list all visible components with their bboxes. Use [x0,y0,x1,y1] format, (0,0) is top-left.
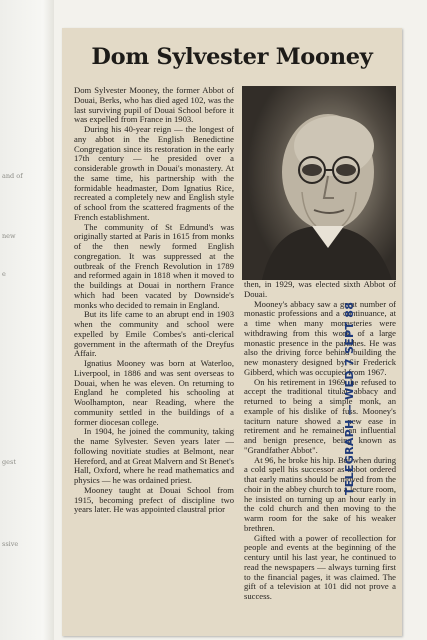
portrait-illustration [242,86,396,280]
left-page-text-fragment: new [2,232,16,240]
article-paragraph: Dom Sylvester Mooney, the former Abbot of Douai, Berks, who has died aged 102, was the last surviving pupil of Douai School before it was expelled from France in 1903. [74,86,234,125]
handwritten-date-note: TELEGRAPH — WED 7 SEPT 88 [343,301,356,495]
left-page-text-fragment: ssive [2,540,19,548]
left-page-text-fragment: e [2,270,6,278]
left-page-text-fragment: and of [2,172,23,180]
article-paragraph: The community of St Edmund's was originally started at Paris in 1615 from monks of the then newly formed English congregation. It was suppressed at the outbreak of the French Revolution in 1789 and reformed again in 1818 when it moved to the buildings at Douai in northern France which had been vacated by Downside's monks who decided to remain in England. [74,221,234,310]
article-left-column [74,86,234,636]
article-paragraph: In 1904, he joined the community, taking the name Sylvester. Seven years later — following novitiate studies at Belmont, near Hereford, and at Great Malvern and St Benet's Hall, Oxford, where he read mathematics and physics — he was ordained priest. [74,426,234,485]
obituary-headline: Dom Sylvester Mooney [91,44,373,70]
article-paragraph: During his 40-year reign — the longest of any abbot in the English Benedictine Congregation since its restoration in the early 17th century — he presided over a considerable growth in Douai's monastery. At the same time, his partnership with the formidable headmaster, Dom Ignatius Rice, recreated a completely new and English style of school from the scattered fragments of the French establishment. [74,124,234,222]
article-paragraph: Gifted with a power of recollection for people and events at the beginning of the century until his last year, he continued to read the newspapers — always turning first to the financial pages, it was claimed. The gift of a television at 101 did not prove a success. [244,532,396,601]
article-paragraph: But its life came to an abrupt end in 1903 when the community and school were expelled by Emile Combes's anti-clerical government in the aftermath of the Dreyfus Affair. [74,309,234,359]
left-page-text-fragment: gest [2,458,16,466]
article-paragraph: Mooney's abbacy saw a great number of monastic professions and a continuance, at a time when many monasteries were withdrawing from this work, of a large monastic presence in the parishes. He was also the driving force behind building the new monastery designed by Sir Frederick Gibberd, which was occupied from 1967. [244,298,396,377]
article-paragraph: Ignatius Mooney was born at Waterloo, Liverpool, in 1886 and was sent overseas to Douai, when he was eleven. On returning to England he completed his schooling at Woolhampton, near Reading, where the community settled in the buildings of a former diocesan college. [74,358,234,427]
article-paragraph: On his retirement in 1969, he refused to accept the traditional titular abbacy and returned to being a simple monk, an example of his dislike of fuss. Mooney's taciturn nature showed a new ease in retirement and he remained an influential and benign presence, being known as "Grandfather Abbot". [244,376,396,455]
article-right-column [244,280,396,636]
article-paragraph: Mooney taught at Douai School from 1915, becoming prefect of discipline two years later. He was appointed claustral prior [74,484,234,515]
article-paragraph: At 96, he broke his hip. But when during a cold spell his successor as abbot ordered that early matins should be moved from the choir in the abbey church to a lecture room, he insisted on turning up an hour early in the cold church and then moving to the warm room for the sake of his weaker brethren. [244,454,396,533]
portrait-photo [242,86,396,280]
album-left-page [0,0,54,640]
article-paragraph: then, in 1929, was elected sixth Abbot of Douai. [244,280,396,299]
